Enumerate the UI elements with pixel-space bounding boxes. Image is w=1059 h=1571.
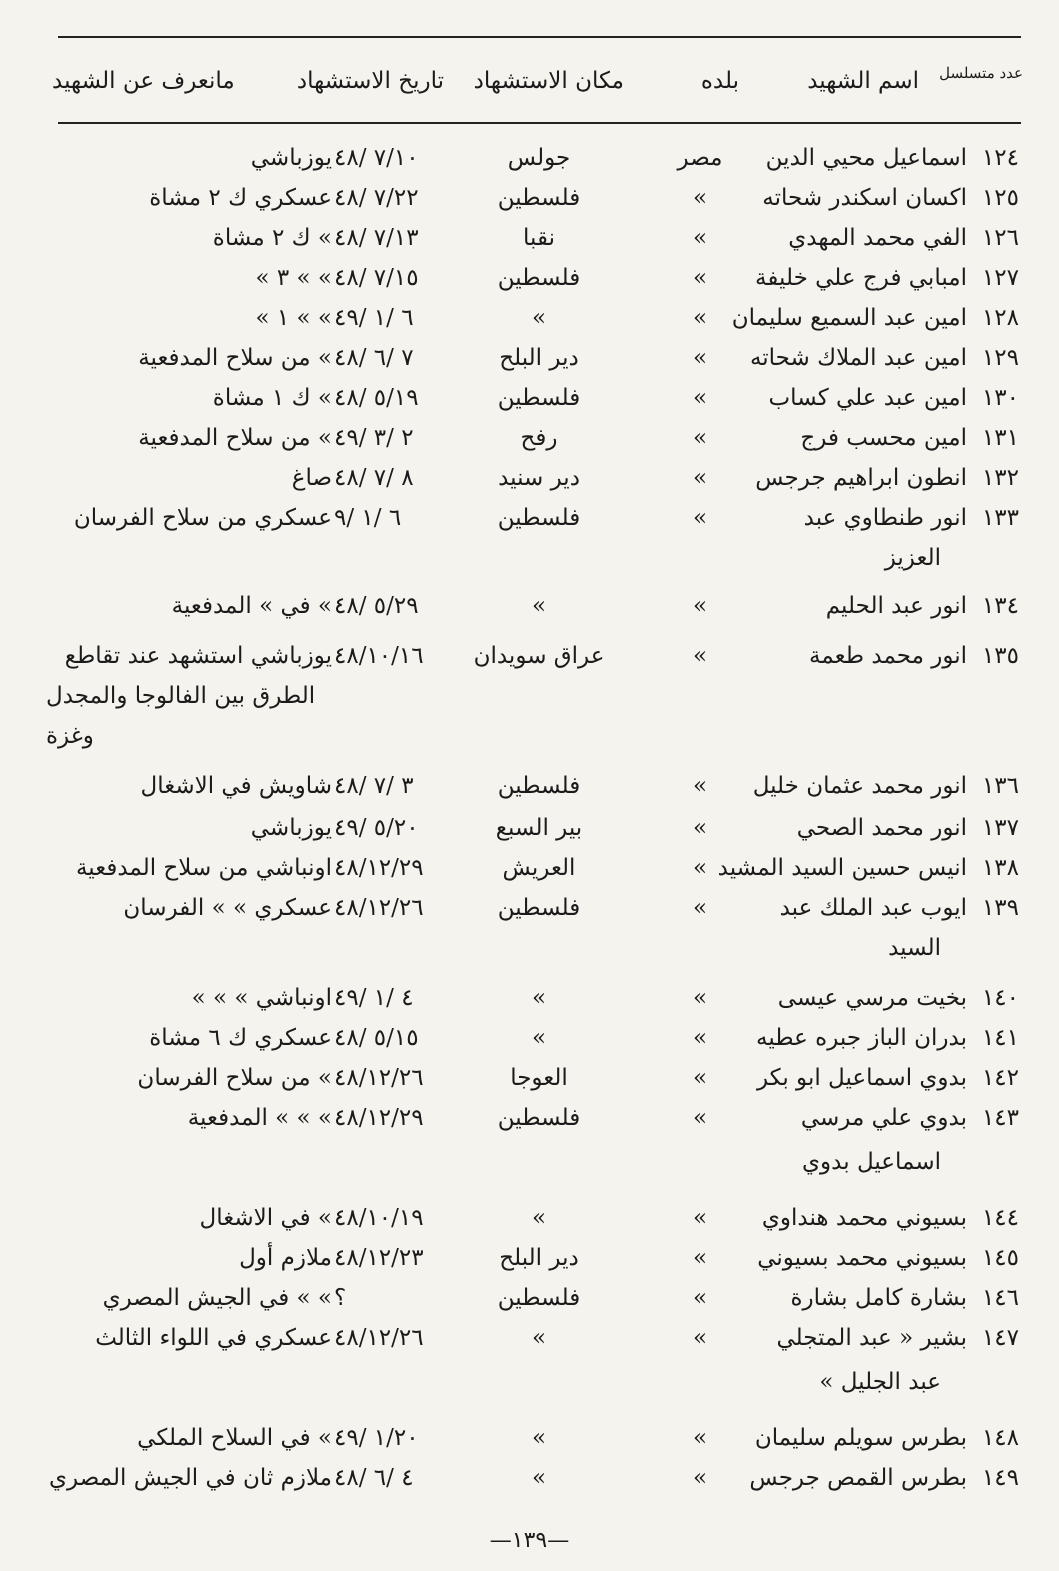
cell-country: » xyxy=(692,895,708,921)
cell-place: دير البلح xyxy=(499,1245,579,1271)
cell-country: » xyxy=(692,1465,708,1491)
cell-name: انطون ابراهيم جرجس xyxy=(755,465,967,491)
cell-date: ٧/١٠ /٤٨ xyxy=(334,145,419,171)
cell-notes: » » في الجيش المصري xyxy=(102,1285,332,1311)
cell-date: ٤٨/١٢/٢٦ xyxy=(334,1325,424,1351)
cell-place: العريش xyxy=(502,855,576,881)
cell-name: انيس حسين السيد المشيد xyxy=(717,855,967,881)
table-row xyxy=(0,1318,1059,1358)
cell-date: ٧/١٥ /٤٨ xyxy=(334,265,419,291)
cell-name: انور محمد طعمة xyxy=(809,643,967,669)
cell-name: امين عبد علي كساب xyxy=(768,385,967,411)
cell-num: ١٢٤ xyxy=(981,145,1019,171)
cell-name: بدران الباز جبره عطيه xyxy=(755,1025,967,1051)
cell-notes: » في السلاح الملكي xyxy=(137,1425,332,1451)
cell-country: » xyxy=(692,643,708,669)
cell-place: فلسطين xyxy=(497,265,581,291)
cell-name: بخيت مرسي عيسى xyxy=(777,985,967,1011)
cell-notes: اونباشي » » » xyxy=(191,985,332,1011)
cell-date: ٦ /١ /٤٩ xyxy=(334,305,414,331)
header-name: اسم الشهيد xyxy=(807,68,919,94)
cell-notes: » » ١ » xyxy=(255,305,332,331)
cell-name: بدوي اسماعيل ابو بكر xyxy=(756,1065,967,1091)
cell-date: ٤ /١ /٤٩ xyxy=(334,985,414,1011)
cell-name: بسيوني محمد بسيوني xyxy=(757,1245,967,1271)
cell-notes: » في الاشغال xyxy=(199,1205,332,1231)
cell-date: ٤٨/١٢/٢٩ xyxy=(334,855,424,881)
cell-name: امين عبد السميع سليمان xyxy=(731,305,967,331)
cell-country: » xyxy=(692,815,708,841)
cell-place: نقبا xyxy=(523,225,555,251)
cell-date: ٣ /٧ /٤٨ xyxy=(334,773,414,799)
cell-date: ٥/٢٩ /٤٨ xyxy=(334,593,419,619)
cell-date: ١/٢٠ /٤٩ xyxy=(334,1425,419,1451)
cell-country: » xyxy=(692,1425,708,1451)
cell-place: فلسطين xyxy=(497,1105,581,1131)
cell-place: فلسطين xyxy=(497,185,581,211)
cell-place: » xyxy=(531,593,547,619)
cell-place: العوجا xyxy=(510,1065,568,1091)
continuation-line: الطرق بين الفالوجا والمجدل xyxy=(46,683,316,709)
page-number: —١٣٩— xyxy=(489,1528,570,1553)
cell-name: بشير « عبد المتجلي xyxy=(776,1325,967,1351)
cell-country: » xyxy=(692,773,708,799)
cell-place: فلسطين xyxy=(497,895,581,921)
table-row xyxy=(0,1278,1059,1318)
cell-place: » xyxy=(531,985,547,1011)
cell-notes: عسكري في اللواء الثالث xyxy=(95,1325,332,1351)
table-row xyxy=(0,378,1059,418)
cell-name: ايوب عبد الملك عبد xyxy=(779,895,967,921)
cell-country: » xyxy=(692,1205,708,1231)
cell-num: ١٢٥ xyxy=(981,185,1019,211)
cell-num: ١٢٨ xyxy=(981,305,1019,331)
cell-country: » xyxy=(692,185,708,211)
cell-country: » xyxy=(692,265,708,291)
header-serial: عدد متسلسل xyxy=(939,64,1023,82)
cell-notes: » من سلاح المدفعية xyxy=(138,425,332,451)
cell-date: ٥/١٩ /٤٨ xyxy=(334,385,419,411)
table-row xyxy=(0,1098,1059,1138)
cell-notes: يوزباشي استشهد عند تقاطع xyxy=(64,643,332,669)
cell-place: » xyxy=(531,1325,547,1351)
cell-name: اسماعيل محيي الدين xyxy=(765,145,967,171)
continuation-line: اسماعيل بدوي xyxy=(802,1149,941,1175)
cell-num: ١٣٤ xyxy=(981,593,1019,619)
cell-name: انور عبد الحليم xyxy=(825,593,967,619)
table-row xyxy=(0,258,1059,298)
cell-notes: » من سلاح المدفعية xyxy=(138,345,332,371)
cell-country: » xyxy=(692,385,708,411)
continuation-line: عبد الجليل » xyxy=(819,1369,941,1395)
cell-name: اكسان اسكندر شحاته xyxy=(762,185,967,211)
table-row xyxy=(0,978,1059,1018)
header-country: بلده xyxy=(700,68,739,94)
table-row xyxy=(0,178,1059,218)
cell-date: ٤٨/١٢/٢٩ xyxy=(334,1105,424,1131)
cell-notes: اونباشي من سلاح المدفعية xyxy=(75,855,332,881)
table-row xyxy=(0,498,1059,538)
header-place: مكان الاستشهاد xyxy=(473,68,624,94)
cell-notes: يوزباشي xyxy=(250,145,332,171)
table-row xyxy=(0,766,1059,806)
table-row xyxy=(0,458,1059,498)
cell-name: الفي محمد المهدي xyxy=(788,225,967,251)
cell-num: ١٢٧ xyxy=(981,265,1019,291)
cell-name: انور طنطاوي عبد xyxy=(803,505,967,531)
cell-date: ٤٨/١٠/١٦ xyxy=(334,643,424,669)
cell-notes: » من سلاح الفرسان xyxy=(137,1065,332,1091)
cell-date: ٤٨/١٢/٢٣ xyxy=(334,1245,424,1271)
cell-num: ١٣١ xyxy=(981,425,1019,451)
cell-place: بير السبع xyxy=(495,815,583,841)
cell-notes: عسكري من سلاح الفرسان xyxy=(73,505,332,531)
cell-country: » xyxy=(692,505,708,531)
table-row xyxy=(0,848,1059,888)
cell-notes: يوزباشي xyxy=(250,815,332,841)
cell-date: ٤ /٦ /٤٨ xyxy=(334,1465,414,1491)
cell-country: » xyxy=(692,593,708,619)
cell-num: ١٣٥ xyxy=(981,643,1019,669)
cell-date: ٤٨/١٢/٢٦ xyxy=(334,1065,424,1091)
cell-country: مصر xyxy=(677,145,723,171)
table-row xyxy=(0,1018,1059,1058)
cell-date: ٥/٢٠ /٤٩ xyxy=(334,815,419,841)
cell-num: ١٤٧ xyxy=(981,1325,1019,1351)
cell-num: ١٣٦ xyxy=(981,773,1019,799)
cell-num: ١٣٧ xyxy=(981,815,1019,841)
cell-notes: » » » المدفعية xyxy=(187,1105,332,1131)
cell-name: بطرس سويلم سليمان xyxy=(754,1425,967,1451)
cell-num: ١٤٨ xyxy=(981,1425,1019,1451)
cell-date: ٤٨/١٠/١٩ xyxy=(334,1205,424,1231)
cell-notes: » ك ٢ مشاة xyxy=(212,225,332,251)
cell-place: جولس xyxy=(507,145,571,171)
cell-num: ١٤٣ xyxy=(981,1105,1019,1131)
header-date: تاريخ الاستشهاد xyxy=(296,68,444,94)
cell-num: ١٣٨ xyxy=(981,855,1019,881)
cell-country: » xyxy=(692,1285,708,1311)
continuation-line: العزيز xyxy=(884,545,941,571)
cell-num: ١٤٦ xyxy=(981,1285,1019,1311)
cell-date: ٥/١٥ /٤٨ xyxy=(334,1025,419,1051)
cell-name: بطرس القمص جرجس xyxy=(749,1465,967,1491)
cell-place: عراق سويدان xyxy=(473,643,605,669)
cell-place: فلسطين xyxy=(497,1285,581,1311)
cell-notes: عسكري ك ٦ مشاة xyxy=(149,1025,332,1051)
cell-num: ١٤٤ xyxy=(981,1205,1019,1231)
cell-num: ١٤٩ xyxy=(981,1465,1019,1491)
cell-notes: ملازم أول xyxy=(239,1245,332,1271)
cell-name: انور محمد عثمان خليل xyxy=(752,773,967,799)
cell-notes: » في » المدفعية xyxy=(171,593,332,619)
cell-place: فلسطين xyxy=(497,773,581,799)
cell-num: ١٢٦ xyxy=(981,225,1019,251)
header-notes: مانعرف عن الشهيد xyxy=(52,68,235,94)
continuation-line: وغزة xyxy=(46,723,94,749)
table-row xyxy=(0,218,1059,258)
table-row xyxy=(0,1458,1059,1498)
cell-date: ٤٨/١٢/٢٦ xyxy=(334,895,424,921)
cell-country: » xyxy=(692,305,708,331)
cell-country: » xyxy=(692,425,708,451)
cell-place: دير سنيد xyxy=(498,465,580,491)
cell-notes: عسكري ك ٢ مشاة xyxy=(149,185,332,211)
cell-place: » xyxy=(531,1425,547,1451)
cell-notes: صاغ xyxy=(291,465,332,491)
cell-notes: » ك ١ مشاة xyxy=(212,385,332,411)
cell-place: » xyxy=(531,1465,547,1491)
cell-date: ٢ /٣ /٤٩ xyxy=(334,425,414,451)
table-row xyxy=(0,138,1059,178)
cell-num: ١٤٢ xyxy=(981,1065,1019,1091)
cell-notes: عسكري » » الفرسان xyxy=(123,895,332,921)
table-row xyxy=(0,298,1059,338)
cell-num: ١٢٩ xyxy=(981,345,1019,371)
cell-place: دير البلح xyxy=(499,345,579,371)
cell-notes: شاويش في الاشغال xyxy=(140,773,332,799)
cell-country: » xyxy=(692,1325,708,1351)
cell-num: ١٣٠ xyxy=(981,385,1019,411)
cell-name: امين محسب فرج xyxy=(800,425,967,451)
cell-num: ١٤١ xyxy=(981,1025,1019,1051)
table-row xyxy=(0,636,1059,676)
continuation-line: السيد xyxy=(888,935,941,961)
cell-country: » xyxy=(692,1025,708,1051)
cell-notes: ملازم ثان في الجيش المصري xyxy=(49,1465,332,1491)
table-row xyxy=(0,888,1059,928)
table-row xyxy=(0,586,1059,626)
cell-place: فلسطين xyxy=(497,505,581,531)
cell-country: » xyxy=(692,465,708,491)
cell-country: » xyxy=(692,985,708,1011)
cell-notes: » » ٣ » xyxy=(255,265,332,291)
cell-name: امين عبد الملاك شحاته xyxy=(749,345,967,371)
table-row xyxy=(0,1198,1059,1238)
cell-num: ١٤٠ xyxy=(981,985,1019,1011)
cell-place: » xyxy=(531,305,547,331)
cell-num: ١٣٣ xyxy=(981,505,1019,531)
table-row xyxy=(0,418,1059,458)
cell-name: بدوي علي مرسي xyxy=(800,1105,967,1131)
cell-place: رفح xyxy=(520,425,558,451)
table-row xyxy=(0,1238,1059,1278)
cell-num: ١٤٥ xyxy=(981,1245,1019,1271)
cell-country: » xyxy=(692,225,708,251)
cell-place: » xyxy=(531,1025,547,1051)
table-row xyxy=(0,338,1059,378)
cell-country: » xyxy=(692,855,708,881)
table-row xyxy=(0,1058,1059,1098)
cell-name: بسيوني محمد هنداوي xyxy=(761,1205,967,1231)
cell-num: ١٣٩ xyxy=(981,895,1019,921)
cell-country: » xyxy=(692,345,708,371)
cell-country: » xyxy=(692,1105,708,1131)
table-row xyxy=(0,1418,1059,1458)
cell-num: ١٣٢ xyxy=(981,465,1019,491)
cell-name: بشارة كامل بشارة xyxy=(790,1285,967,1311)
cell-country: » xyxy=(692,1065,708,1091)
cell-date: ؟ xyxy=(334,1285,347,1311)
cell-date: ٧ /٦ /٤٨ xyxy=(334,345,414,371)
cell-name: امبابي فرج علي خليفة xyxy=(755,265,967,291)
cell-date: ٧/١٣ /٤٨ xyxy=(334,225,419,251)
cell-name: انور محمد الصحي xyxy=(796,815,967,841)
cell-country: » xyxy=(692,1245,708,1271)
cell-date: ٦ /١ /٩ xyxy=(334,505,402,531)
table-row xyxy=(0,808,1059,848)
cell-place: » xyxy=(531,1205,547,1231)
cell-date: ٧/٢٢ /٤٨ xyxy=(334,185,419,211)
cell-date: ٨ /٧ /٤٨ xyxy=(334,465,414,491)
cell-place: فلسطين xyxy=(497,385,581,411)
